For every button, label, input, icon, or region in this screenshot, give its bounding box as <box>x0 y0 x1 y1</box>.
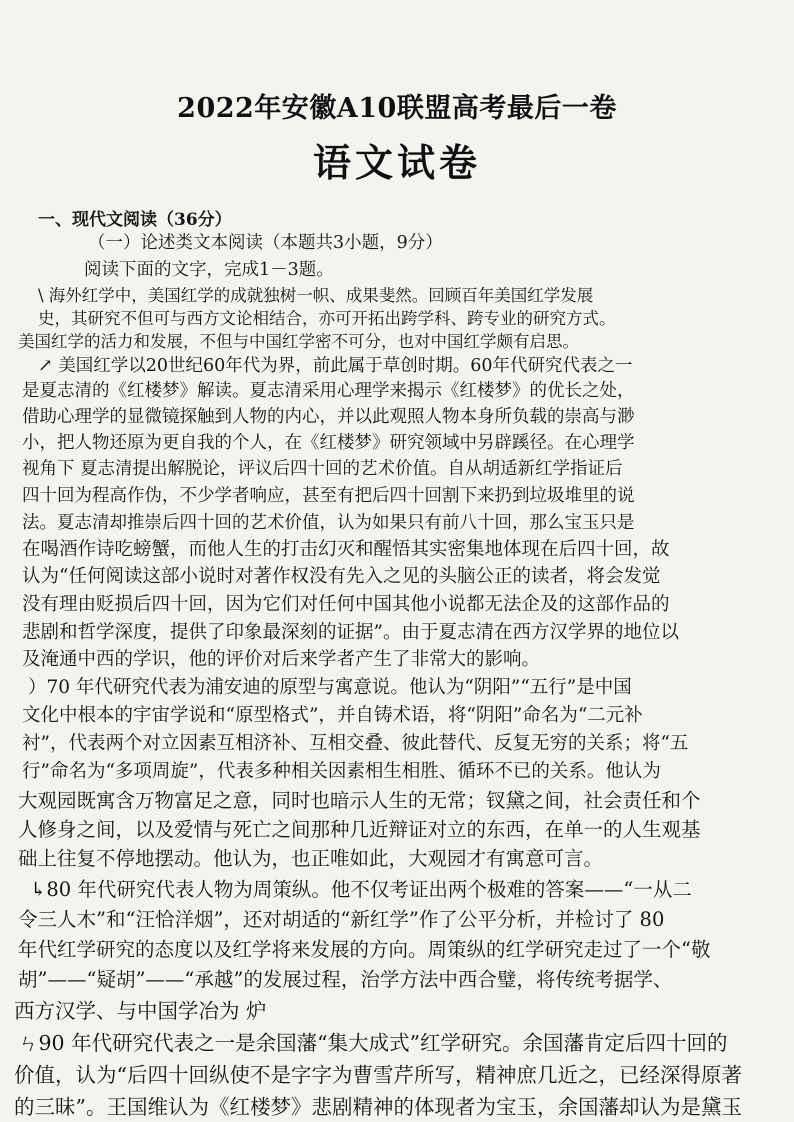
body-line: 美国红学的活力和发展，不但与中国红学密不可分，也对中国红学颇有启思。 <box>18 332 579 351</box>
document-subtitle: 语文试卷 <box>312 140 481 185</box>
section-heading: 一、现代文阅读（36分） <box>38 210 232 230</box>
body-line: 法。夏志清却推崇后四十回的艺术价值，认为如果只有前八十回，那么宝玉只是 <box>22 513 635 533</box>
body-line: 西方汉学、与中国学冶为 炉 <box>14 999 267 1023</box>
body-line: 础上往复不停地摆动。他认为，也正唯如此，大观园才有寓意可言。 <box>18 847 604 870</box>
body-line: 认为“任何阅读这部小说时对著作权没有先入之见的头脑公正的读者，将会发觉 <box>22 566 661 587</box>
document-title: 2022年安徽A10联盟高考最后一卷 <box>177 93 617 124</box>
body-line: ㄣ90 年代研究代表之一是余国藩“集大成式”红学研究。余国藩肯定后四十回的 <box>18 1031 728 1055</box>
body-line: \ 海外红学中，美国红学的成就独树一帜、成果斐然。回顾百年美国红学发展 <box>38 286 594 305</box>
body-line: 四十回为程高作伪，不少学者响应，甚至有把后四十回割下来扔到垃圾堆里的说 <box>22 486 635 506</box>
body-line: 史，其研究不但可与西方文论相结合，亦可开拓出跨学科、跨专业的研究方式。 <box>38 309 616 328</box>
body-line: 在喝酒作诗吃螃蟹，而他人生的打击幻灭和醒悟其实密集地体现在后四十回，故 <box>22 539 670 560</box>
body-line: ）70 年代研究代表为浦安迪的原型与寓意说。他认为“阴阳”“五行”是中国 <box>28 677 632 698</box>
body-line: 胡”——“疑胡”——“承越”的发展过程，治学方法中西合璧，将传统考据学、 <box>18 968 673 991</box>
body-line: 是夏志清的《红楼梦》解读。夏志清采用心理学来揭示《红楼梦》的优长之处， <box>22 381 635 401</box>
body-line: 借助心理学的显微镜探触到人物的内心，并以此观照人物本身所负载的崇高与渺 <box>22 407 635 427</box>
body-line: 视角下 夏志清提出解脱论，评议后四十回的艺术价值。自从胡适新红学指证后 <box>22 459 623 479</box>
body-line: 小，把人物还原为更自我的个人，在《红楼梦》研究领域中另辟蹊径。在心理学 <box>22 433 635 453</box>
body-line: 没有理由贬损后四十回，因为它们对任何中国其他小说都无法企及的这部作品的 <box>22 594 670 615</box>
body-line: 衬”，代表两个对立因素互相济补、互相交叠、彼此替代、反复无穷的关系；将“五 <box>22 733 689 754</box>
body-line: 大观园既寓含万物富足之意，同时也暗示人生的无常；钗黛之间，社会责任和个 <box>18 789 701 812</box>
body-line: 行”命名为“多项周旋”，代表多种相关因素相生相胜、循环不已的关系。他认为 <box>22 761 661 782</box>
body-line: 人修身之间，以及爱情与死亡之间那种几近辩证对立的东西，在单一的人生观基 <box>18 818 701 841</box>
body-line: ↳80 年代研究代表人物为周策纵。他不仅考证出两个极难的答案——“一从二 <box>30 878 692 901</box>
body-line: 年代红学研究的态度以及红学将来发展的方向。周策纵的红学研究走过了一个“敬 <box>18 938 711 961</box>
body-line: 悲剧和哲学深度，提供了印象最深刻的证据”。由于夏志清在西方汉学界的地位以 <box>22 622 679 643</box>
body-line: 的三昧”。王国维认为《红楼梦》悲剧精神的体现者为宝玉，余国藩却认为是黛玉 <box>14 1095 742 1119</box>
body-line: 及淹通中西的学识，他的评价对后来学者产生了非常大的影响。 <box>22 649 541 670</box>
section-subheading: （一）论述类文本阅读（本题共3小题，9分） <box>88 233 443 253</box>
body-line: 令三人木”和“汪恰洋烟”，还对胡适的“新红学”作了公平分析，并检讨了 80 <box>18 908 665 931</box>
body-line: 文化中根本的宇宙学说和“原型格式”，并自铸术语，将“阴阳”命名为“二元补 <box>22 705 643 726</box>
body-line: ↗ 美国红学以20世纪60年代为界，前此属于草创时期。60年代研究代表之一 <box>38 356 633 376</box>
body-line: 价值，认为“后四十回纵使不是字字为曹雪芹所写，精神庶几近之，已经深得原著 <box>14 1063 742 1087</box>
section-instruction: 阅读下面的文字，完成1－3题。 <box>84 260 334 280</box>
